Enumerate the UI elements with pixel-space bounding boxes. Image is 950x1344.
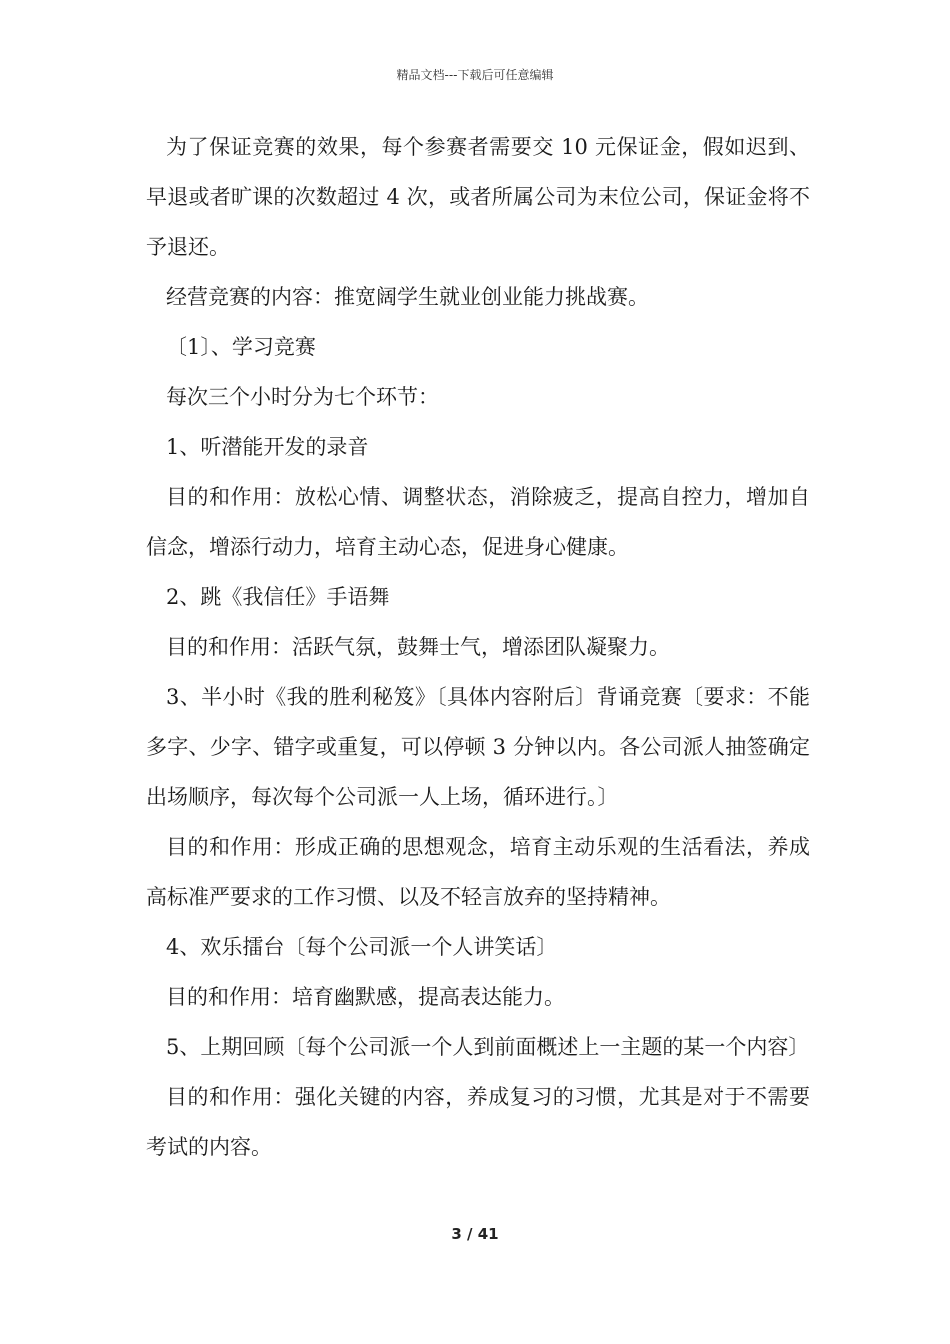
paragraph-purpose-3: 目的和作用：形成正确的思想观念，培育主动乐观的生活看法，养成高标准严要求的工作习惯、以及不轻言放弃的坚持精神。 (146, 835, 810, 909)
paragraph-item-2: 2、跳《我信任》手语舞 (166, 585, 390, 609)
paragraph-competition-content: 经营竞赛的内容：推宽阔学生就业创业能力挑战赛。 (166, 285, 649, 309)
page-number: 3 / 41 (451, 1225, 499, 1243)
paragraph-item-4: 4、欢乐擂台〔每个公司派一个人讲笑话〕 (166, 935, 558, 959)
paragraph-item-1: 1、听潜能开发的录音 (166, 435, 369, 459)
document-body (146, 122, 810, 1172)
paragraph-seven-segments: 每次三个小时分为七个环节： (166, 385, 439, 409)
paragraph-item-5: 5、上期回顾〔每个公司派一个人到前面概述上一主题的某一个内容〕 (166, 1035, 810, 1059)
paragraph-deposit: 为了保证竞赛的效果，每个参赛者需要交 10 元保证金，假如迟到、早退或者旷课的次数超过 4 次，或者所属公司为末位公司，保证金将不予退还。 (146, 135, 810, 259)
paragraph-purpose-5: 目的和作用：强化关键的内容，养成复习的习惯，尤其是对于不需要考试的内容。 (146, 1085, 810, 1159)
paragraph-section-learning: 〔1〕、学习竞赛 (166, 335, 316, 359)
page-header: 精品文档---下载后可任意编辑 (396, 68, 554, 82)
paragraph-purpose-4: 目的和作用：培育幽默感，提高表达能力。 (166, 985, 565, 1009)
paragraph-purpose-2: 目的和作用：活跃气氛，鼓舞士气，增添团队凝聚力。 (166, 635, 670, 659)
paragraph-item-3: 3、半小时《我的胜利秘笈》〔具体内容附后〕背诵竞赛〔要求：不能多字、少字、错字或重复，可以停顿 3 分钟以内。各公司派人抽签确定出场顺序，每次每个公司派一人上场，循环进行。〕 (146, 685, 810, 809)
paragraph-purpose-1: 目的和作用：放松心情、调整状态，消除疲乏，提高自控力，增加自信念，增添行动力，培育主动心态，促进身心健康。 (146, 485, 810, 559)
